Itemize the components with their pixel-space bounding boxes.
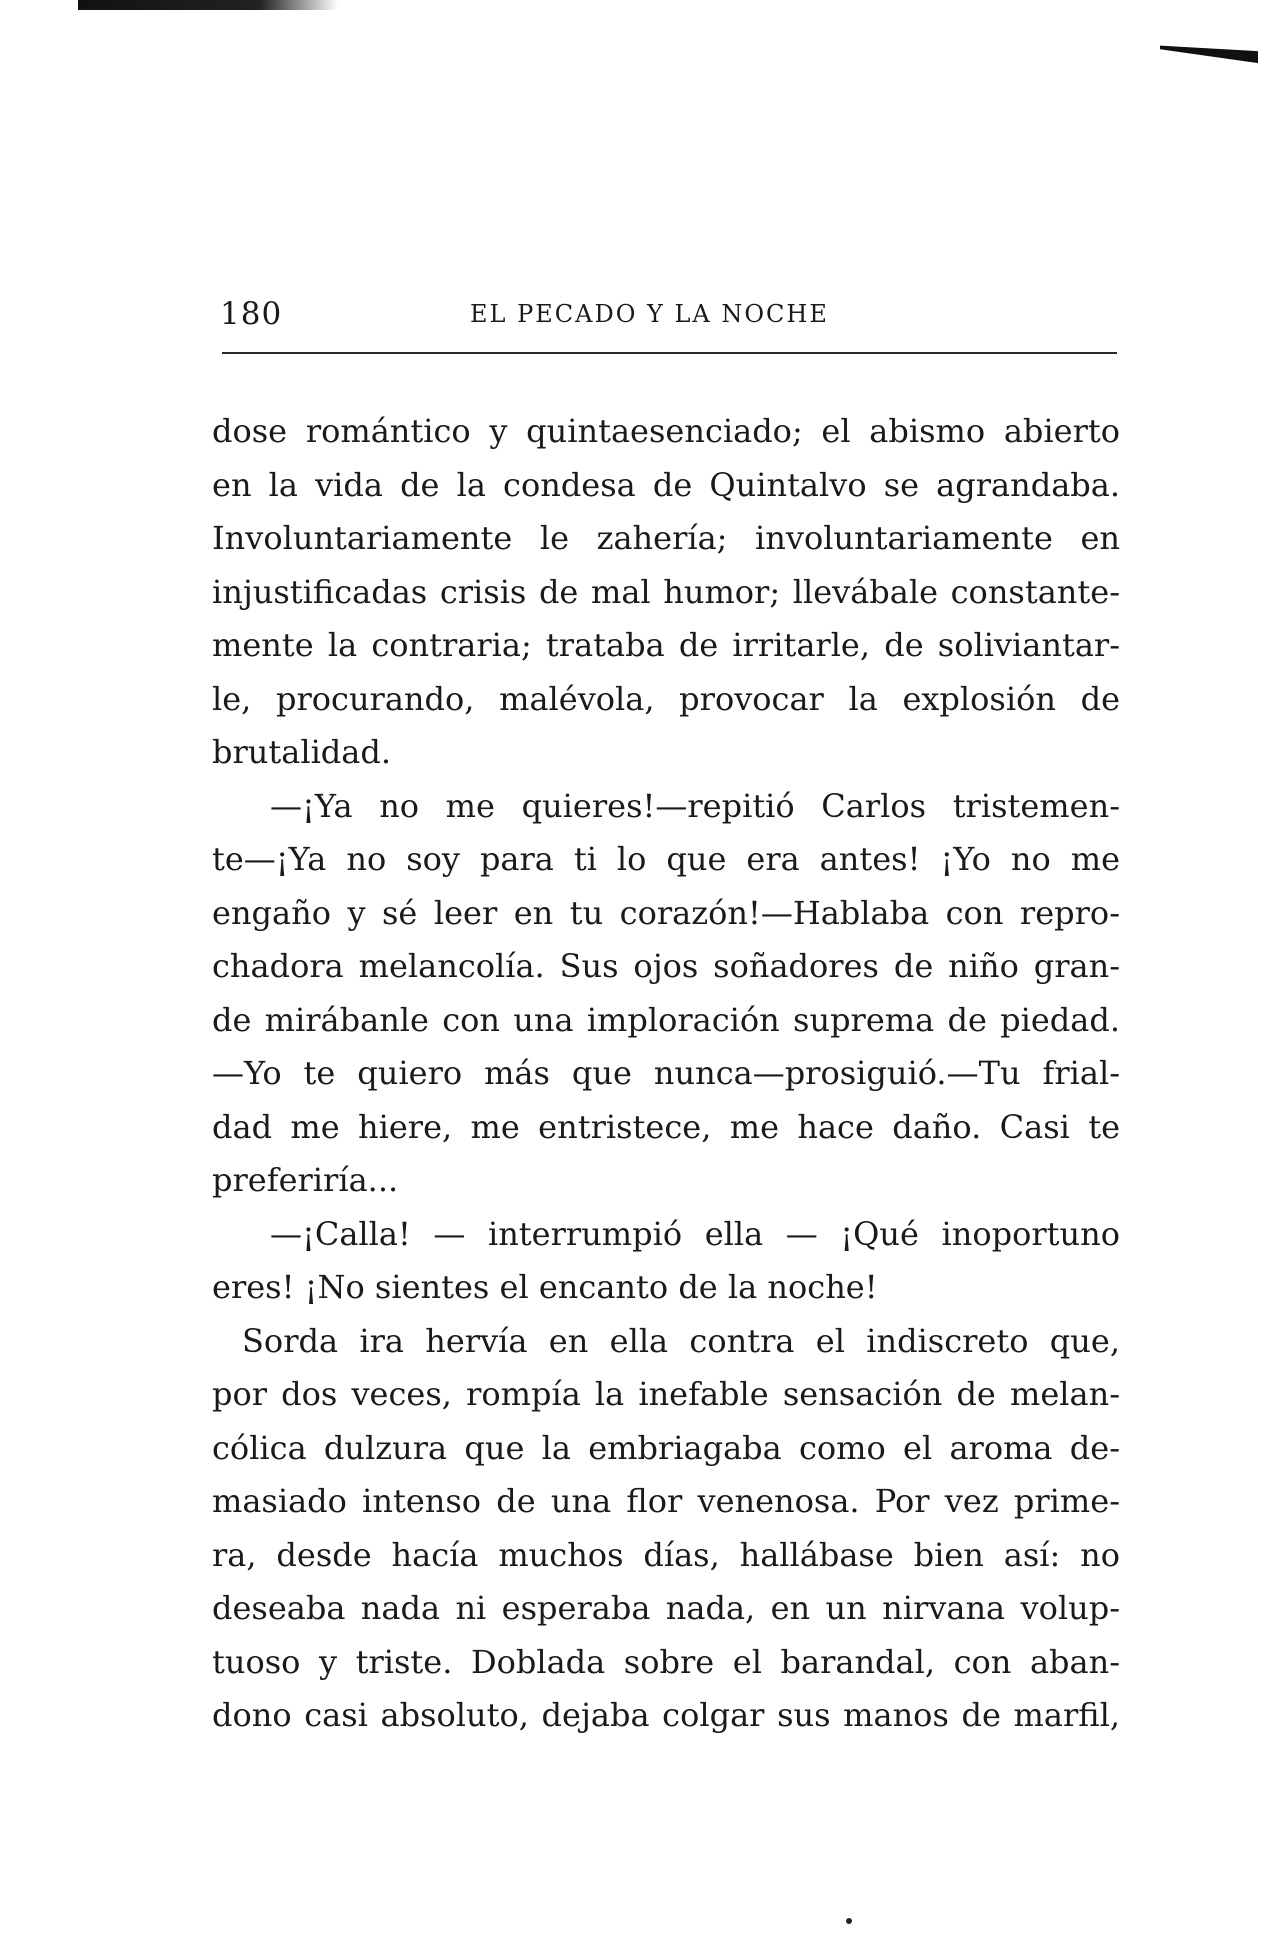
- text-line: mente la contraria; trataba de irritarle, de soliviantar-: [212, 626, 1120, 664]
- text-line: en la vida de la condesa de Quintalvo se agrandaba.: [212, 465, 1120, 504]
- ink-speck: [846, 1918, 852, 1924]
- text-line: —¡Calla! — interrumpió ella — ¡Qué inoportuno: [270, 1214, 1120, 1253]
- text-line: preferiría...: [212, 1161, 399, 1199]
- text-line: te—¡Ya no soy para ti lo que era antes! ¡Yo no me: [212, 840, 1120, 878]
- text-line: le, procurando, malévola, provocar la explosión de: [212, 679, 1120, 718]
- text-line: masiado intenso de una flor venenosa. Por vez prime-: [212, 1482, 1120, 1520]
- text-line: brutalidad.: [212, 733, 392, 771]
- text-line: Involuntariamente le zahería; involuntariamente en: [212, 519, 1120, 557]
- page-number: 180: [220, 296, 283, 332]
- text-line: tuoso y triste. Doblada sobre el barandal, con aban-: [212, 1642, 1120, 1681]
- scan-edge-mark: [78, 0, 338, 10]
- running-head: [220, 296, 1120, 336]
- text-line: dad me hiere, me entristece, me hace daño. Casi te: [212, 1107, 1120, 1146]
- text-line: —Yo te quiero más que nunca—prosiguió.—Tu frial-: [212, 1054, 1120, 1092]
- header-rule: [222, 352, 1117, 354]
- text-line: deseaba nada ni esperaba nada, en un nirvana volup-: [212, 1589, 1120, 1627]
- text-line: por dos veces, rompía la inefable sensación de melan-: [212, 1375, 1120, 1413]
- text-line: de mirábanle con una imploración suprema de piedad.: [212, 1000, 1120, 1039]
- scan-edge-mark: [1160, 41, 1258, 63]
- text-line: —¡Ya no me quieres!—repitió Carlos tristemen-: [270, 786, 1120, 825]
- text-line: ra, desde hacía muchos días, hallábase bien así: no: [212, 1535, 1120, 1574]
- text-line: engaño y sé leer en tu corazón!—Hablaba con repro-: [212, 893, 1120, 932]
- body-text: [212, 405, 1120, 1743]
- text-line: cólica dulzura que la embriagaba como el aroma de-: [212, 1428, 1120, 1467]
- text-line: dose romántico y quintaesenciado; el abismo abierto: [212, 412, 1120, 450]
- text-line: injustificadas crisis de mal humor; llevábale constante-: [212, 572, 1120, 611]
- text-line: chadora melancolía. Sus ojos soñadores de niño gran-: [212, 947, 1120, 985]
- text-line: dono casi absoluto, dejaba colgar sus manos de marfil,: [212, 1696, 1120, 1734]
- text-line: eres! ¡No sientes el encanto de la noche!: [212, 1268, 878, 1306]
- text-line: Sorda ira hervía en ella contra el indiscreto que,: [242, 1321, 1120, 1360]
- book-title: EL PECADO Y LA NOCHE: [470, 300, 829, 328]
